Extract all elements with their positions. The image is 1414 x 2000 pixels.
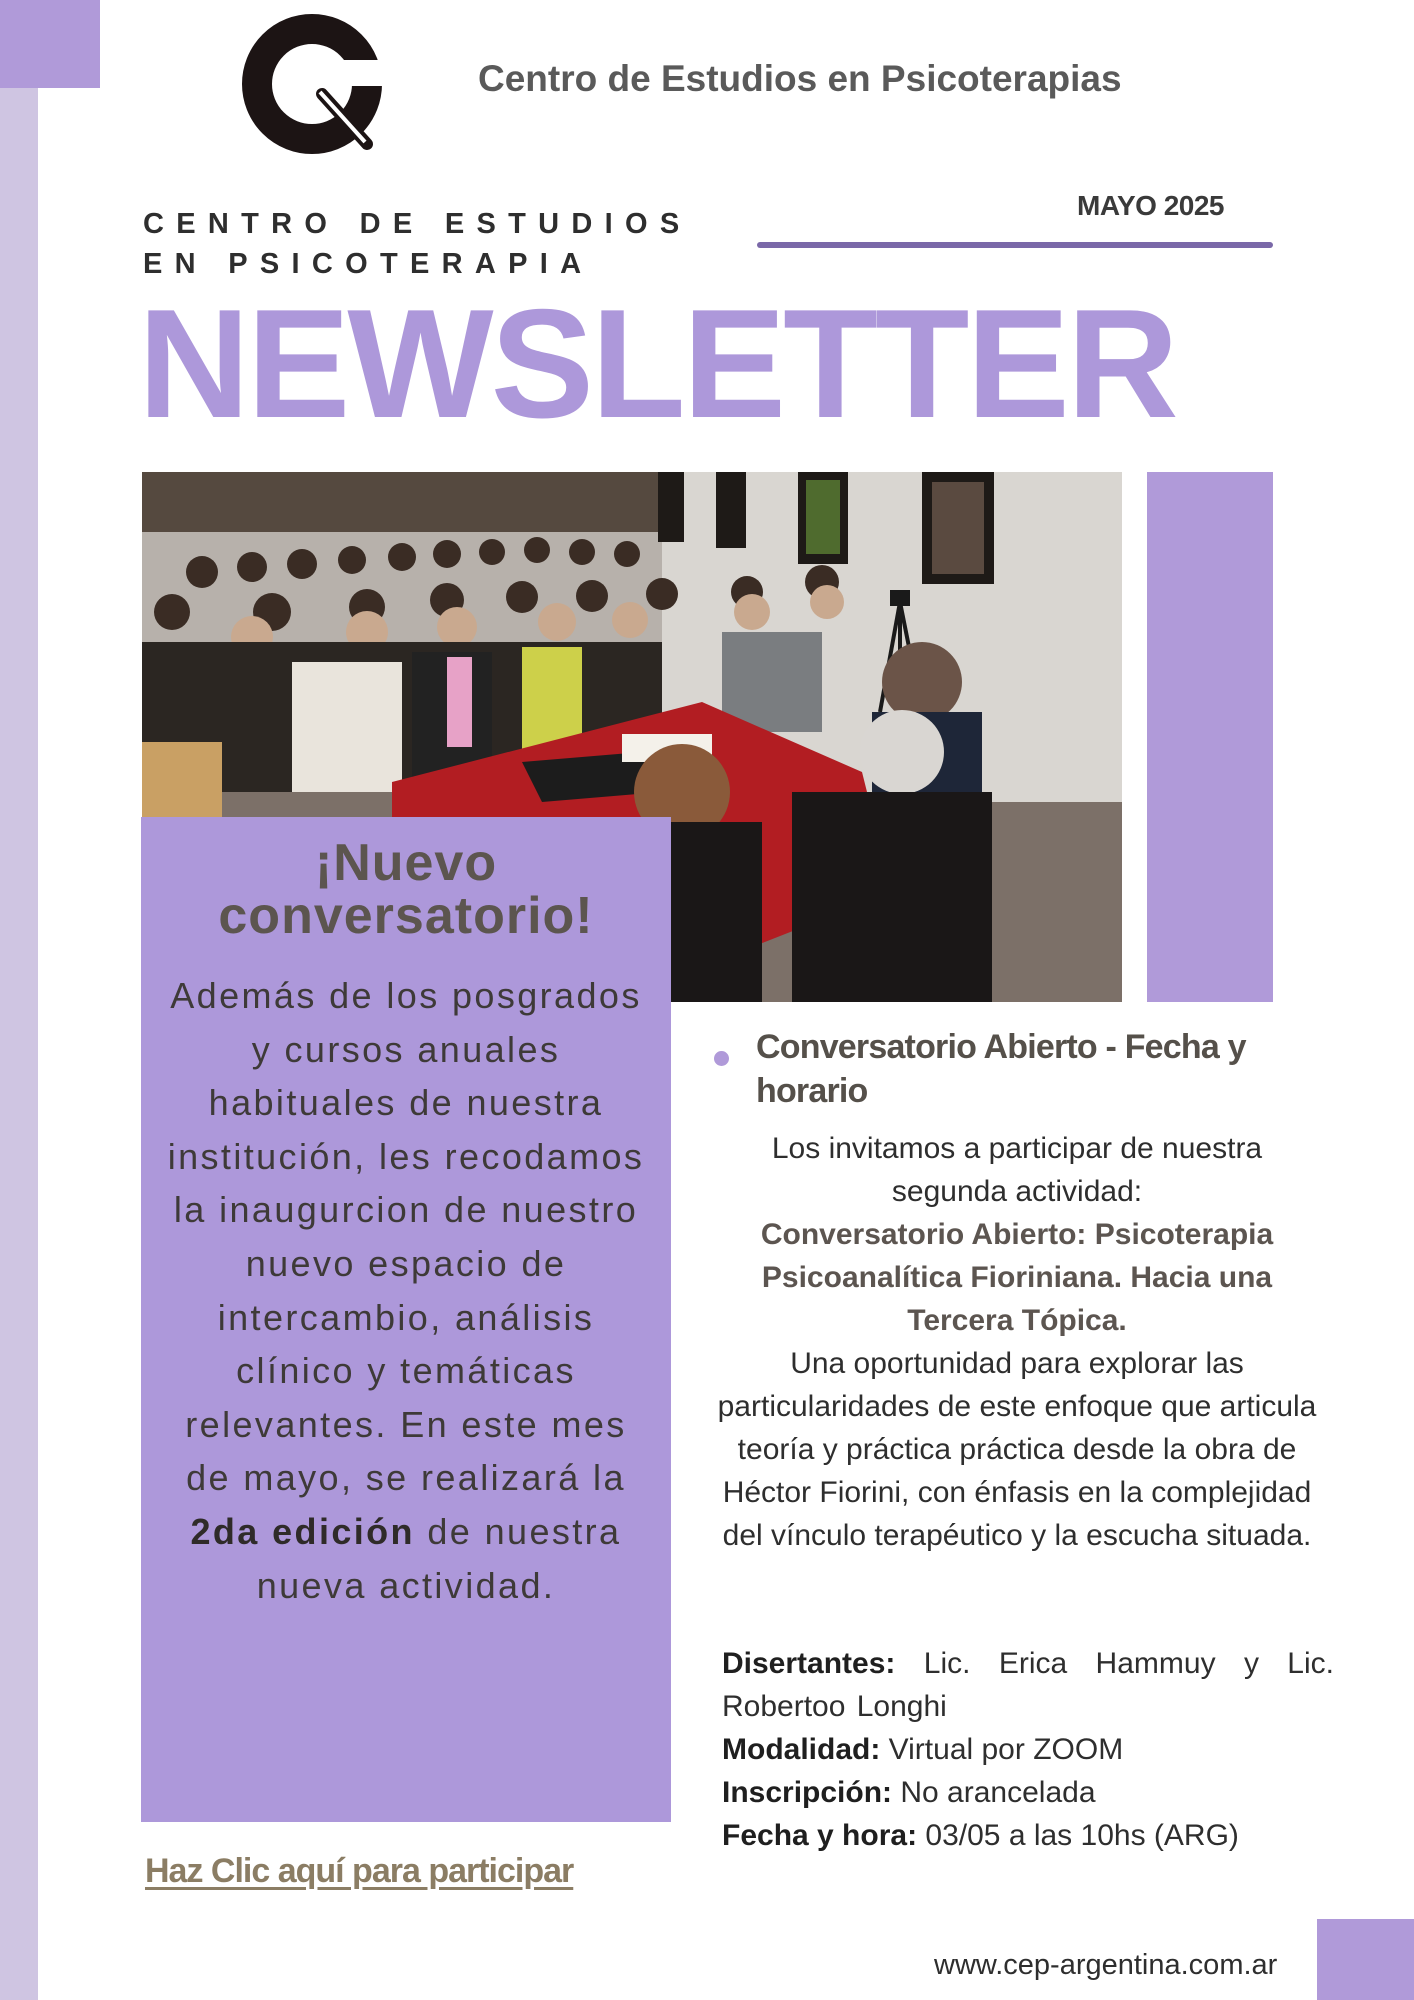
feature-title xyxy=(141,834,671,945)
event-intro xyxy=(712,1127,1322,1557)
feature-title-line-1: ¡Nuevo xyxy=(314,834,498,892)
subtitle-line-2: EN PSICOTERAPIA xyxy=(143,248,594,280)
right-decorative-bar xyxy=(1147,472,1273,1002)
masthead-title: NEWSLETTER xyxy=(138,277,1176,450)
detail-label: Fecha y hora: xyxy=(722,1819,918,1852)
event-heading: Conversatorio Abierto - Fecha y horario xyxy=(756,1028,1246,1110)
subtitle xyxy=(143,204,692,284)
detail-label: Inscripción: xyxy=(722,1776,893,1809)
feature-card xyxy=(141,817,671,1822)
detail-modality xyxy=(722,1728,1334,1771)
detail-value: 03/05 a las 10hs (ARG) xyxy=(925,1819,1239,1852)
left-decorative-strip xyxy=(0,0,38,2000)
feature-title-line-2: conversatorio! xyxy=(218,887,594,945)
event-intro-text: Los invitamos a participar de nuestra segunda actividad: xyxy=(771,1132,1263,1208)
detail-label: Modalidad: xyxy=(722,1733,881,1766)
detail-speakers xyxy=(722,1642,1334,1728)
cep-logo xyxy=(240,12,386,156)
feature-body-bold: 2da edición xyxy=(190,1510,415,1552)
participate-link[interactable]: Haz Clic aquí para participar xyxy=(145,1852,574,1890)
detail-datetime xyxy=(722,1814,1334,1857)
subtitle-line-1: CENTRO DE ESTUDIOS xyxy=(143,208,692,240)
event-title: Conversatorio Abierto: Psicoterapia Psicoanalítica Fioriniana. Hacia una Tercera Tópica. xyxy=(760,1218,1274,1337)
date-divider xyxy=(757,242,1273,248)
bottom-right-corner-block xyxy=(1317,1919,1414,2000)
issue-date: MAYO 2025 xyxy=(1077,190,1224,221)
feature-body-text: Además de los posgrados y cursos anuales habituales de nuestra institución, les recodamos la inaugurcion de nuestro nuevo espacio de intercambio, análisis clínico y temáticas relevantes. En este mes de mayo, se realizará la xyxy=(167,975,645,1499)
event-details xyxy=(722,1642,1334,1857)
top-left-corner-block xyxy=(0,0,100,88)
feature-body xyxy=(159,969,653,1612)
event-description: Una oportunidad para explorar las particularidades de este enfoque que articula teoría y práctica práctica desde la obra de Héctor Fiorini, con énfasis en la complejidad del vínculo terapéutico y la escucha situada. xyxy=(717,1347,1317,1552)
detail-label: Disertantes: xyxy=(722,1647,896,1680)
org-name: Centro de Estudios en Psicoterapias xyxy=(478,58,1122,99)
detail-value: No arancelada xyxy=(900,1776,1096,1809)
detail-value: Lic. Erica Hammuy y Lic. Robertoo Longhi xyxy=(722,1647,1334,1723)
website-url[interactable]: www.cep-argentina.com.ar xyxy=(934,1949,1278,1981)
detail-registration xyxy=(722,1771,1334,1814)
feature-body-text-end: de nuestra nueva actividad. xyxy=(256,1510,622,1606)
detail-value: Virtual por ZOOM xyxy=(888,1733,1124,1766)
bullet-dot xyxy=(714,1051,729,1066)
